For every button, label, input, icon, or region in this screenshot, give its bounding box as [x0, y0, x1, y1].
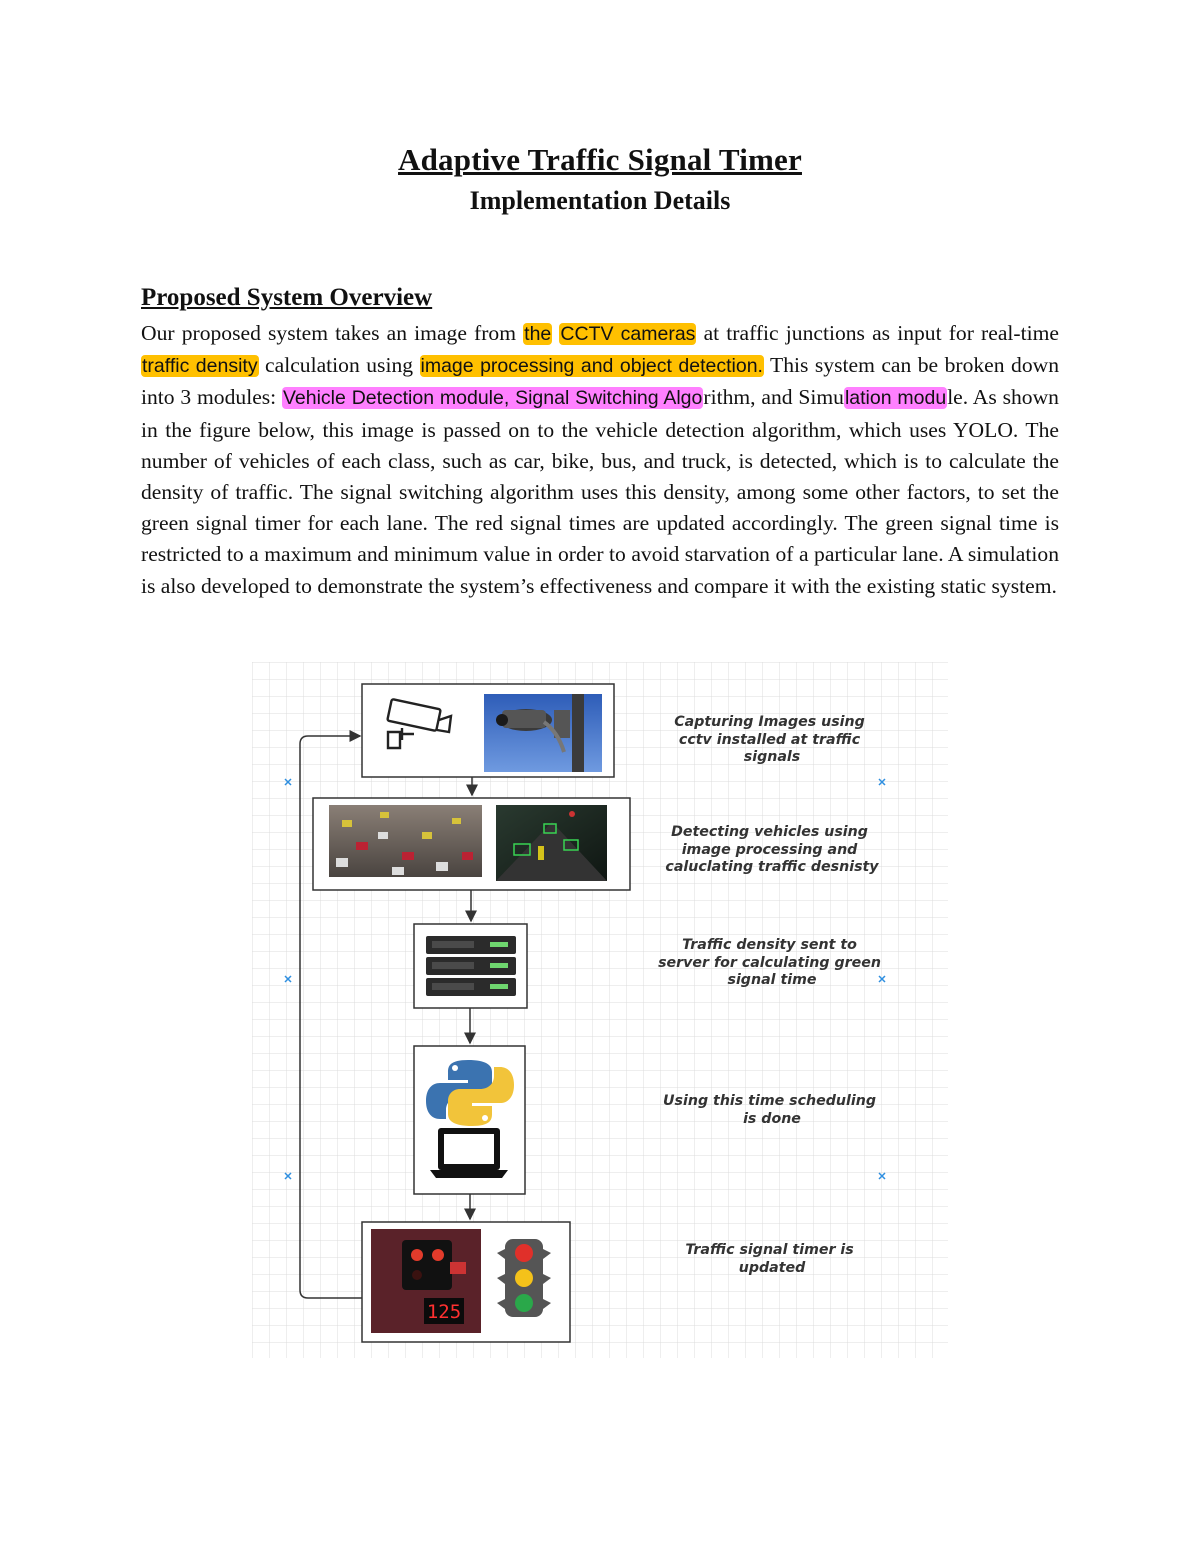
para-text: Our proposed system takes an image from	[141, 321, 524, 345]
section-heading: Proposed System Overview	[141, 284, 433, 311]
step1-caption: Capturing Images using cctv installed at traffic signals	[674, 714, 865, 765]
traffic-road-photo	[329, 805, 482, 877]
para-text: rithm, and Simu	[703, 385, 844, 410]
highlight-traffic-density: traffic density	[142, 355, 258, 378]
camera-photo	[484, 694, 602, 772]
traffic-light-icon	[497, 1239, 551, 1317]
highlight-simulation-module: lation modu	[844, 387, 947, 410]
para-text: This system can be broken down into 3 modules:	[141, 353, 1060, 410]
signal-timer-photo	[371, 1229, 481, 1333]
highlight-cctv-cameras: CCTV cameras	[560, 323, 696, 345]
laptop-icon	[430, 1128, 508, 1178]
highlight-modules: Vehicle Detection module, Signal Switching Algo	[282, 387, 703, 410]
highlight-the: the	[524, 323, 552, 345]
para-text: le. As shown in the figure below, this image is passed on to the vehicle detection algorithm, which uses YOLO. The number of vehicles of each class, such as car, bike, bus, and truck, is detected, which is to calculate the density of traffic. The signal switching algorithm uses this density, among some other factors, to set the green signal timer for each lane. The red signal times are updated accordingly. The green signal time is restricted to a maximum and minimum value in order to avoid starvation of a particular lane. A simulation is also developed to demonstrate the system’s effectiveness and compare it with the existing static system.	[141, 385, 1059, 598]
timer-display: 125	[426, 1301, 462, 1323]
overview-paragraph	[141, 318, 1059, 602]
document-title: Adaptive Traffic Signal Timer	[398, 142, 802, 177]
server-rack-icon	[426, 936, 516, 996]
step2-caption: Detecting vehicles using image processing and caluclating traffic desnisty	[665, 824, 879, 875]
step5-caption: Traffic signal timer is updated	[685, 1242, 854, 1276]
document-subtitle: Implementation Details	[469, 186, 731, 215]
step3-caption: Traffic density sent to server for calculating green signal time	[658, 937, 881, 988]
para-text: at traffic junctions as input for real-time	[696, 321, 1059, 345]
system-flow-diagram	[252, 662, 948, 1358]
para-text: calculation using	[258, 353, 420, 378]
detection-photo	[496, 805, 607, 881]
diagram-canvas	[252, 662, 948, 1358]
step4-caption: Using this time scheduling is done	[663, 1093, 877, 1127]
highlight-image-processing: image processing and object detection.	[420, 355, 763, 378]
